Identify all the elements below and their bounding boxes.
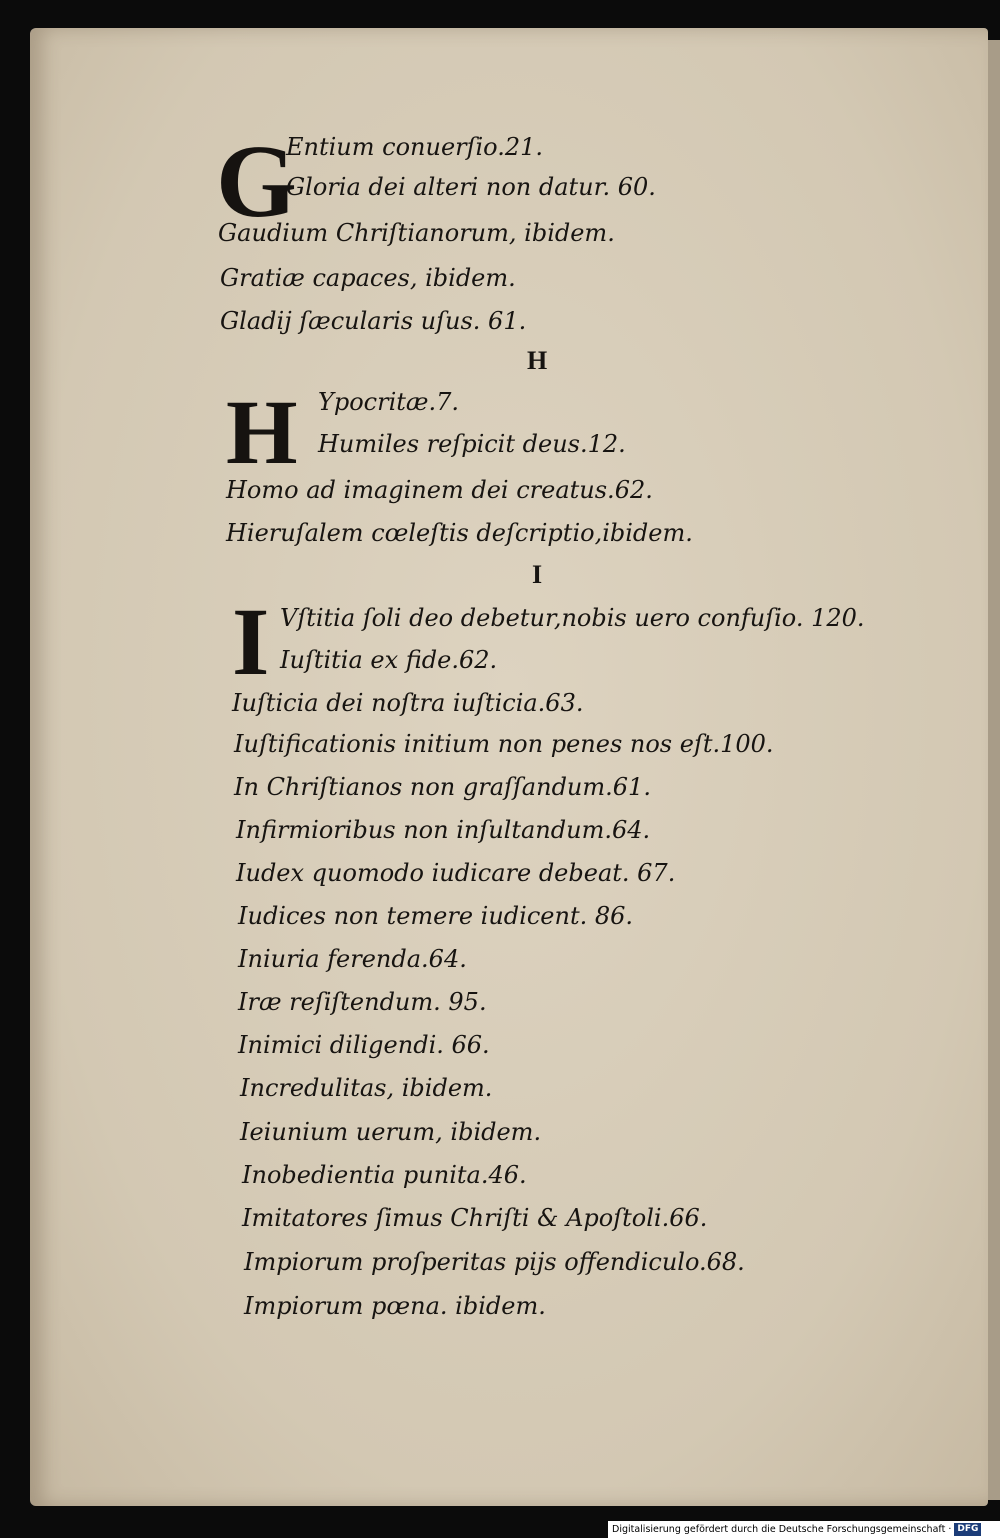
digitization-credit: Digitalisierung gefördert durch die Deutsche Forschungsgemeinschaft · DFG [608,1521,1000,1538]
index-entry: Gaudium Chriſtianorum, ibidem. [218,219,615,247]
book-page [30,28,988,1506]
index-entry: Iuſtitia ex fide.62. [280,646,498,674]
index-entry: Entium conuerſio.21. [286,133,544,161]
index-entry: Impiorum pœna. ibidem. [244,1292,546,1320]
credit-text: Digitalisierung gefördert durch die Deutsche Forschungsgemeinschaft [612,1524,946,1535]
section-letter-h: H [527,346,548,375]
index-entry: Vſtitia ſoli deo debetur,nobis uero confuſio. 120. [280,604,865,632]
index-entry: Ieiunium uerum, ibidem. [240,1118,542,1146]
index-entry: Inimici diligendi. 66. [238,1031,490,1059]
section-letter-i: I [532,560,543,589]
index-entry: Gratiæ capaces, ibidem. [220,264,516,292]
index-entry: Gladij ſæcularis uſus. 61. [220,307,527,335]
index-entry: Humiles reſpicit deus.12. [318,430,626,458]
index-entry: Iræ reſiſtendum. 95. [238,988,487,1016]
index-entry: In Chriſtianos non graſſandum.61. [234,773,651,801]
drop-cap-h: H [226,381,298,483]
dfg-logo: DFG [954,1523,981,1536]
index-entry: Iudices non temere iudicent. 86. [238,902,634,930]
index-entry: Hieruſalem cœleſtis deſcriptio,ibidem. [226,519,693,547]
index-entry: Inobedientia punita.46. [242,1161,527,1189]
index-entry: Infirmioribus non inſultandum.64. [236,816,651,844]
index-entry: Impiorum proſperitas pijs offendiculo.68. [244,1248,745,1276]
index-entry: Incredulitas, ibidem. [240,1074,493,1102]
drop-cap-g: G [216,124,297,239]
index-entry: Iudex quomodo iudicare debeat. 67. [236,859,676,887]
drop-cap-i: I [232,588,270,695]
index-entry: Iniuria ferenda.64. [238,945,467,973]
index-entry: Homo ad imaginem dei creatus.62. [226,476,653,504]
index-entry: Iuſtificationis initium non penes nos eſt.100. [234,730,774,758]
index-entry: Ypocritæ.7. [318,388,459,416]
index-entry: Gloria dei alteri non datur. 60. [286,173,656,201]
index-entry: Imitatores ſimus Chriſti & Apoſtoli.66. [242,1204,708,1232]
index-entry: Iuſticia dei noſtra iuſticia.63. [232,689,584,717]
